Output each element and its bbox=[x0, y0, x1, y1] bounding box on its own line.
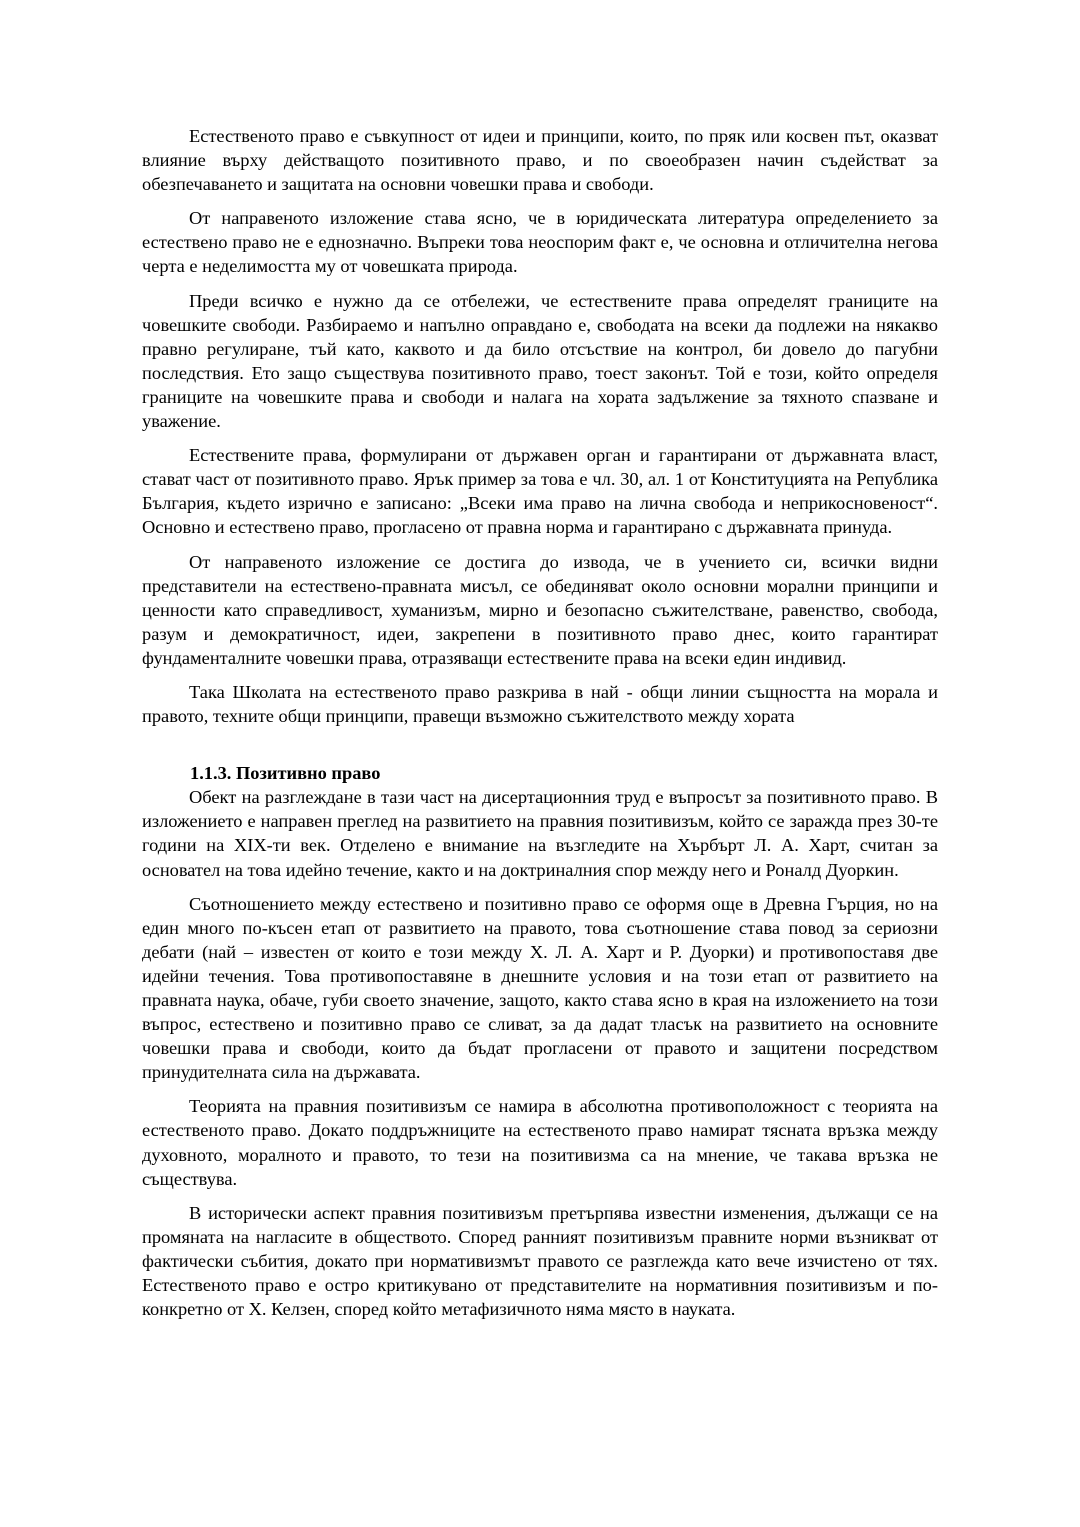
document-body bbox=[142, 124, 938, 1331]
paragraph: Съотношението между естествено и позитивно право се оформя още в Древна Гърция, но на един много по-късен етап от развитието на правото, това съотношение става повод за сериозни дебати (най – известен от които е този между Х. Л. А. Харт и Р. Дуорки) и противопоставя две идейни течения. Това противопоставяне в днешните условия и на този етап от развитието на правната наука, обаче, губи своето значение, защото, както става ясно в края на изложението на този въпрос, естествено и позитивно право се сливат, за да дадат тласък на развитието на основните човешки права и свободи, които да бъдат прогласени от правото и защитени посредством принудителната сила на държавата. bbox=[142, 893, 938, 1083]
paragraph: В исторически аспект правния позитивизъм претърпява известни изменения, дължащи се на промяната на нагласите в обществото. Според ранният позитивизъм правните норми възникват от фактически събития, докато при нормативизмът правото се разглежда като вече изчистено от тях. Естественото право е остро критикувано от представителите на нормативния позитивизъм и по-конкретно от Х. Келзен, според който метафизичното няма място в науката. bbox=[142, 1202, 938, 1320]
paragraph: Теорията на правния позитивизъм се намира в абсолютна противоположност с теорията на естественото право. Докато поддръжниците на естественото право намират тясната връзка между духовното, моралното и правото, то тези на позитивизма са на мнение, че такава връзка не съществува. bbox=[142, 1096, 938, 1189]
paragraph: Преди всичко е нужно да се отбележи, че естествените права определят границите на човешките свободи. Разбираемо и напълно оправдано е, свободата на всеки да подлежи на някакво правно регулиране, тъй като, каквото и да било отсъствие на контрол, би довело до пагубни последствия. Ето защо съществува позитивното право, тоест законът. Той е този, който определя границите на човешките права и свободи и налага на хората задължение за тяхното спазване и уважение. bbox=[142, 290, 938, 432]
section-positive-law bbox=[142, 761, 938, 1321]
paragraph: Обект на разглеждане в тази част на дисертационния труд е въпросът за позитивното право. В изложението е направен преглед на развитието на правния позитивизъм, който се заражда през 30-те години на XIX-ти век. Отделено е внимание на възгледите на Хърбърт Л. А. Харт, считан за основател на това идейно течение, както и на доктриналния спор между него и Роналд Дуоркин. bbox=[142, 787, 938, 880]
paragraph: Естествените права, формулирани от държавен орган и гарантирани от държавната власт, стават част от позитивното право. Ярък пример за това е чл. 30, ал. 1 от Конституцията на Република България, където изрично е записано: „Всеки има право на лична свобода и неприкосновеност“. Основно и естествено право, прогласено от правна норма и гарантирано с държавната принуда. bbox=[142, 445, 938, 538]
section-heading: 1.1.3. Позитивно право bbox=[190, 763, 381, 784]
paragraph: От направеното изложение става ясно, че в юридическата литература определението за естествено право не е еднозначно. Въпреки това неоспорим факт е, че основна и отличителна негова черта е неделимостта му от човешката природа. bbox=[142, 208, 938, 277]
paragraph: От направеното изложение се достига до извода, че в учението си, всички видни представители на естествено-правната мисъл, се обединяват около основни морални принципи и ценности като справедливост, хуманизъм, мирно и безопасно съжителстване, равенство, свобода, разум и демократичност, идеи, закрепени в позитивното право днес, които гарантират фундаменталните човешки права, отразяващи естествените права на всеки един индивид. bbox=[142, 551, 938, 668]
paragraph: Естественото право е съвкупност от идеи и принципи, които, по пряк или косвен път, оказват влияние върху действащото позитивното право, и по своеобразен начин съдействат за обезпечаването и защитата на основни човешки права и свободи. bbox=[142, 126, 938, 195]
paragraph: Така Школата на естественото право разкрива в най - общи линии същността на морала и правото, техните общи принципи, правещи възможно съжителството между хората bbox=[142, 681, 938, 727]
section-natural-law-conclusion bbox=[142, 124, 938, 728]
